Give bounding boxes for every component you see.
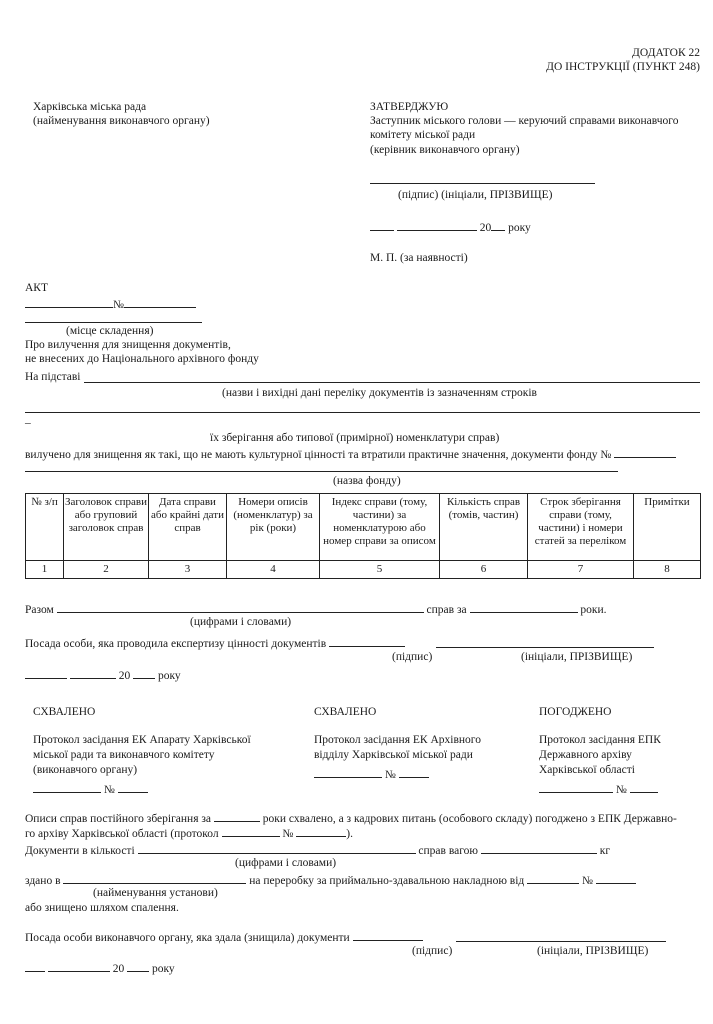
approval-3-line: Харківської області [539,764,635,776]
totals-caption: (цифрами і словами) [190,616,292,628]
footer-date: 20 року [25,960,175,976]
seal-note: М. П. (за наявності) [370,252,468,264]
inventory-line2: го архіву Харківської області (протокол № ). [25,825,353,841]
totals-line: Разом справ за роки. [25,601,607,617]
act-subject2: не внесених до Національного архівного фонду [25,353,259,365]
table-header-row [26,494,701,561]
col-number: 5 [320,561,440,579]
documents-table [25,493,701,579]
fund-caption: (назва фонду) [333,475,401,487]
official-line: Посада особи виконавчого органу, яка здала (знищила) документи [25,929,423,945]
approval-3-number: № [539,781,658,797]
expert-name-caption: (ініціали, ПРІЗВИЩЕ) [521,651,633,663]
docs-quantity-line: Документи в кількості справ вагою кг [25,842,610,858]
col-number: 2 [64,561,149,579]
approve-date: 20 року [370,219,531,235]
expert-name-line [436,647,654,648]
official-name-caption: (ініціали, ПРІЗВИЩЕ) [537,945,649,957]
approval-3-line: Державного архіву [539,749,632,761]
approval-2-line: Протокол засідання ЕК Архівного [314,734,481,746]
approve-line3: (керівник виконавчого органу) [370,144,520,156]
burned-note: або знищено шляхом спалення. [25,902,179,914]
removed-text: вилучено для знищення як такі, що не мають культурної цінності та втратили практичне значення, документи фонду № [25,446,676,462]
approve-sign-caption: (підпис) (ініціали, ПРІЗВИЩЕ) [398,189,553,201]
handed-caption: (найменування установи) [93,887,218,899]
fund-line [25,471,618,472]
org-caption: (найменування виконавчого органу) [33,115,210,127]
expert-line: Посада особи, яка проводила експертизу цінності документів [25,635,405,651]
col-header: Номери описів (номенклатур) за рік (роки) [227,494,320,561]
approval-1-line: міської ради та виконавчого комітету [33,749,215,761]
appendix-line2: ДО ІНСТРУКЦІЇ (ПУНКТ 248) [546,61,700,73]
expert-sign-caption: (підпис) [392,651,433,663]
inventory-line1: Описи справ постійного зберігання за роки схвалено, а з кадрових питань (особового складу) погоджено з ЕПК Державно- [25,810,677,826]
col-number: 6 [440,561,528,579]
approval-1-line: (виконавчого органу) [33,764,138,776]
col-header: Заголовок справи або груповий заголовок справ [64,494,149,561]
approval-2-line: відділу Харківської міської ради [314,749,473,761]
col-header: Кількість справ (томів, частин) [440,494,528,561]
approve-sign-line [370,183,595,184]
approve-title: ЗАТВЕРДЖУЮ [370,101,449,113]
org-name: Харківська міська рада [33,101,147,113]
place-line [25,322,202,323]
basis-caption: (назви і вихідні дані переліку документів із зазначенням строків [222,387,537,399]
act-subject1: Про вилучення для знищення документів, [25,339,231,351]
act-number: № [25,296,196,312]
approval-2-title: СХВАЛЕНО [314,706,377,718]
approve-line1: Заступник міського голови — керуючий справами виконавчого [370,115,679,127]
col-header: Примітки [634,494,701,561]
handed-line: здано в на переробку за приймально-здавальною накладною від № [25,872,636,888]
dash-mark: – [25,417,31,429]
col-number: 8 [634,561,701,579]
col-number: 4 [227,561,320,579]
act-title: АКТ [25,282,48,294]
basis-label: На підставі [25,371,81,383]
official-name-line [456,941,666,942]
approval-3-line: Протокол засідання ЕПК [539,734,661,746]
basis-line2 [25,412,700,413]
official-sign-caption: (підпис) [412,945,453,957]
approval-1-line: Протокол засідання ЕК Апарату Харківської [33,734,251,746]
basis-line [84,382,700,383]
col-header: № з/п [26,494,64,561]
col-number: 1 [26,561,64,579]
col-header: Індекс справи (тому, частини) за номенклатурою або номер справи за описом [320,494,440,561]
col-header: Дата справи або крайні дати справ [149,494,227,561]
docs-caption: (цифрами і словами) [235,857,337,869]
appendix-line1: ДОДАТОК 22 [632,47,700,59]
expert-date: 20 року [25,667,181,683]
approval-1-number: № [33,781,148,797]
table-number-row [26,561,701,579]
approval-1-title: СХВАЛЕНО [33,706,96,718]
col-number: 3 [149,561,227,579]
col-number: 7 [528,561,634,579]
place-caption: (місце складення) [66,325,154,337]
approval-2-number: № [314,766,429,782]
approval-3-title: ПОГОДЖЕНО [539,706,612,718]
storage-caption: їх зберігання або типової (примірної) номенклатури справ) [210,432,500,444]
approve-line2: комітету міської ради [370,129,476,141]
col-header: Строк зберігання справи (тому, частини) і номери статей за переліком [528,494,634,561]
